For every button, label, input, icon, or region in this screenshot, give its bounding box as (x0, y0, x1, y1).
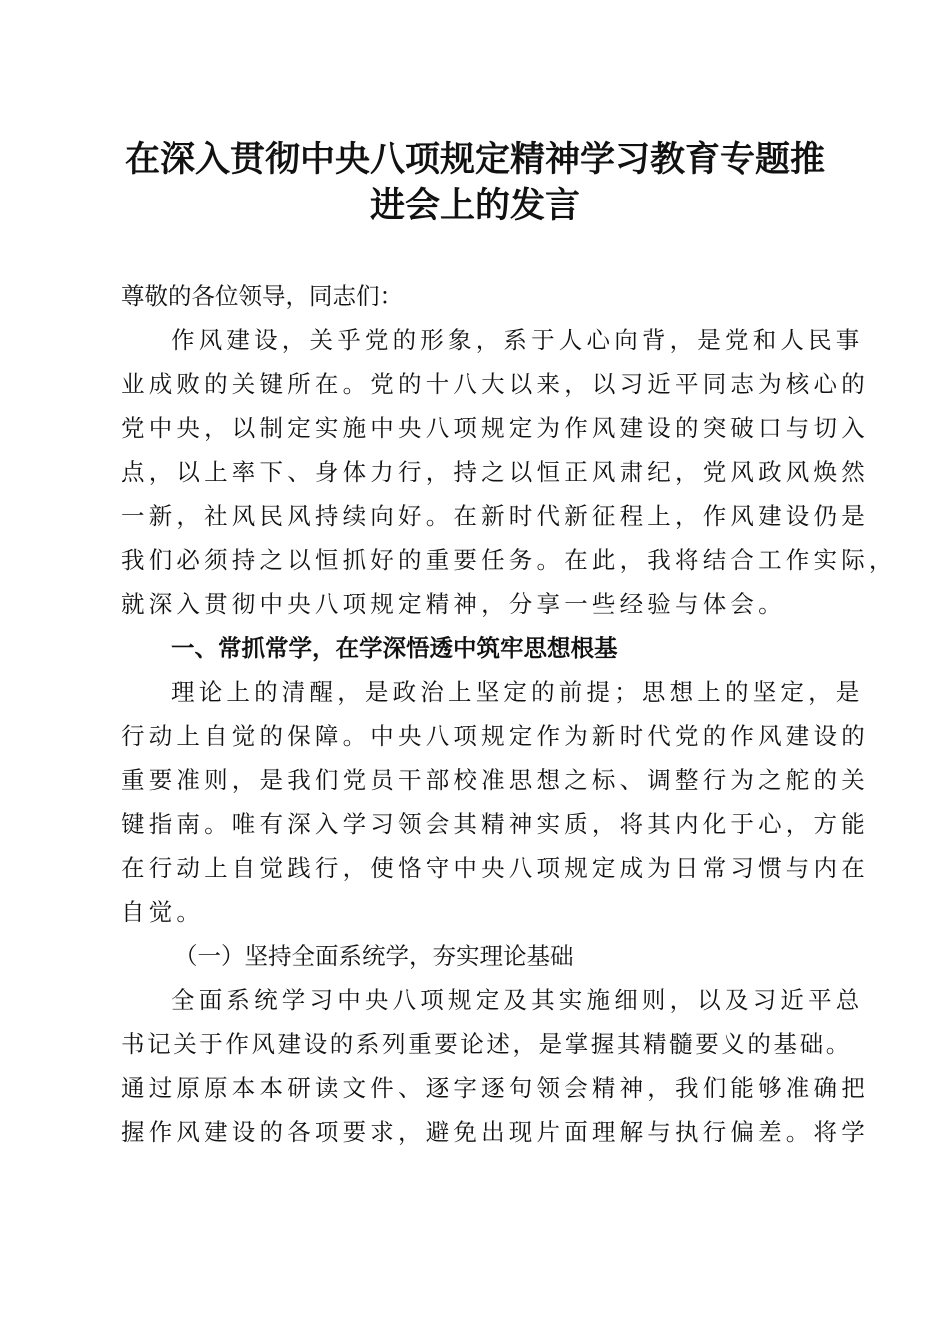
paragraph-line: 通过原原本本研读文件、逐字逐句领会精神，我们能够准确把 (121, 1074, 869, 1102)
paragraph-line: 键指南。唯有深入学习领会其精神实质，将其内化于心，方能 (121, 810, 869, 838)
paragraph-line: 一新，社风民风持续向好。在新时代新征程上，作风建设仍是 (121, 502, 869, 530)
paragraph-line: 我们必须持之以恒抓好的重要任务。在此，我将结合工作实际， (121, 546, 897, 574)
paragraph-line: 握作风建设的各项要求，避免出现片面理解与执行偏差。将学 (121, 1118, 869, 1146)
paragraph-line: 作风建设，关乎党的形象，系于人心向背，是党和人民事 (171, 326, 864, 354)
paragraph-line: 点，以上率下、身体力行，持之以恒正风肃纪，党风政风焕然 (121, 458, 869, 486)
document-title-line-2: 进会上的发言 (369, 185, 580, 226)
paragraph-line: 全面系统学习中央八项规定及其实施细则，以及习近平总 (171, 986, 864, 1014)
greeting: 尊敬的各位领导，同志们： (121, 282, 403, 310)
subsection-heading: （一）坚持全面系统学，夯实理论基础 (174, 942, 574, 970)
paragraph-line: 行动上自觉的保障。中央八项规定作为新时代党的作风建设的 (121, 722, 869, 750)
paragraph-line: 党中央，以制定实施中央八项规定为作风建设的突破口与切入 (121, 414, 869, 442)
paragraph-line: 书记关于作风建设的系列重要论述，是掌握其精髓要义的基础。 (121, 1030, 852, 1058)
paragraph-line: 在行动上自觉践行，使恪守中央八项规定成为日常习惯与内在 (121, 854, 869, 882)
document-title-line-1: 在深入贯彻中央八项规定精神学习教育专题推 (124, 139, 825, 180)
section-heading: 一、常抓常学，在学深悟透中筑牢思想根基 (171, 634, 618, 662)
paragraph-line: 就深入贯彻中央八项规定精神，分享一些经验与体会。 (121, 590, 786, 618)
paragraph-line: 理论上的清醒，是政治上坚定的前提；思想上的坚定，是 (171, 678, 864, 706)
paragraph-line: 业成败的关键所在。党的十八大以来，以习近平同志为核心的 (121, 370, 869, 398)
paragraph-line: 自觉。 (121, 898, 205, 926)
paragraph-line: 重要准则，是我们党员干部校准思想之标、调整行为之舵的关 (121, 766, 869, 794)
